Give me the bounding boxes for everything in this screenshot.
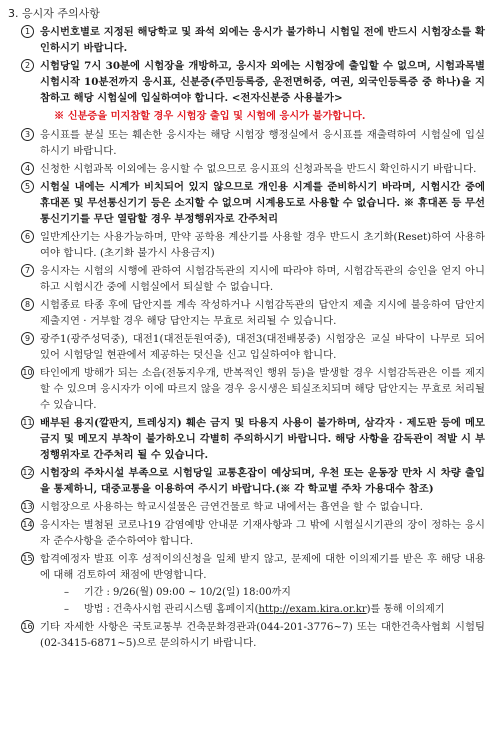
method-prefix: 방법 : 건축사시험 관리시스템 홈페이지(	[84, 604, 259, 615]
dash-bullet: –	[64, 587, 69, 598]
item-number: 11	[22, 418, 33, 427]
item-text: 합격예정자 발표 이후 성적이의신청을 일체 받지 않고, 문제에 대한 이의제기를 받은 후 해당 내용에 대해 검토하여 채점에 반영합니다.	[40, 553, 485, 581]
objection-period	[64, 585, 485, 601]
notice-item-8	[21, 297, 485, 329]
item-text: 시험장의 주차시설 부족으로 시험당일 교통혼잡이 예상되며, 우천 또는 운동장 만차 시 차량 출입을 통제하니, 대중교통을 이용하여 주시기 바랍니다.(※ 각 학교별 주차 가용대수 참조)	[40, 467, 485, 495]
id-required-warning: ※ 신분증을 미지참할 경우 시험장 출입 및 시험에 응시가 불가합니다.	[54, 110, 366, 122]
item-text: 시험실 내에는 시계가 비치되어 있지 않으므로 개인용 시계를 준비하시기 바라며, 시험시간 중에 휴대폰 및 무선통신기기 등은 소지할 수 없으며 시계용도로 사용할 수 없습니다. ※ 휴대폰 등 무선통신기기를 무단 열람할 경우 부정행위자로 간주처리	[40, 181, 485, 225]
notice-item-15	[21, 551, 485, 583]
notice-item-1	[21, 24, 485, 56]
exam-site-link[interactable]: http://exam.kira.or.kr	[258, 604, 367, 615]
item-number: 7	[21, 264, 34, 277]
item-text: 응시표를 분실 또는 훼손한 응시자는 해당 시험장 행정실에서 응시표를 재출력하여 시험실에 입실하시기 바랍니다.	[40, 129, 485, 157]
item-text: 시험장으로 사용하는 학교시설물은 금연건물로 학교 내에서는 흡연을 할 수 없습니다.	[40, 501, 424, 513]
item-number: 16	[22, 622, 33, 631]
item-text: 응시자는 별첨된 코로나19 감염예방 안내문 기재사항과 그 밖에 시험실시기관의 장이 정하는 응시자 준수사항을 준수하여야 합니다.	[40, 519, 485, 547]
item-number: 3	[21, 128, 34, 141]
item-number: 6	[21, 230, 34, 243]
notice-item-14	[21, 517, 485, 549]
notice-item-11	[21, 415, 485, 463]
notice-item-6	[21, 229, 485, 261]
item-text: 응시자는 시험의 시행에 관하여 시험감독관의 지시에 따라야 하며, 시험감독관의 승인을 얻지 아니하고 시험시간 중에 시험실에서 퇴실할 수 없습니다.	[40, 265, 485, 293]
notice-item-13	[21, 499, 485, 515]
item-text: 신청한 시험과목 이외에는 응시할 수 없으므로 응시표의 신청과목을 반드시 확인하시기 바랍니다.	[40, 163, 477, 175]
notice-item-7	[21, 263, 485, 295]
item-number: 2	[21, 59, 34, 72]
notice-item-9	[21, 331, 485, 363]
notice-item-2	[21, 58, 485, 106]
objection-method-text	[84, 602, 445, 618]
method-suffix: )를 통해 이의제기	[366, 604, 445, 615]
notice-item-10	[21, 365, 485, 413]
notice-item-3	[21, 127, 485, 159]
item-text: 일반계산기는 사용가능하며, 만약 공학용 계산기를 사용할 경우 반드시 초기화(Reset)하여 사용하여야 합니다. (초기화 불가시 사용금지)	[40, 231, 485, 259]
item-text: 시험당일 7시 30분에 시험장을 개방하고, 응시자 외에는 시험장에 출입할 수 없으며, 시험과목별 시험시작 10분전까지 응시표, 신분증(주민등록증, 운전면허증, 여권, 외국인등록증 중 하나)을 지참하고 해당 시험실에 입실하여야 합니다. <전자신분증 사용불가>	[40, 60, 485, 104]
item-text: 응시번호별로 지정된 해당학교 및 좌석 외에는 응시가 불가하니 시험일 전에 반드시 시험장소를 확인하시기 바랍니다.	[40, 26, 485, 54]
item-number: 12	[22, 468, 33, 477]
notice-item-16	[21, 619, 485, 651]
item-number: 14	[22, 520, 33, 529]
item-text: 시험종료 타종 후에 답안지를 계속 작성하거나 시험감독관의 답안지 제출 지시에 불응하여 답안지 제출지연 · 거부할 경우 해당 답안지는 무효로 처리될 수 있습니다.	[40, 299, 485, 327]
item-text: 기타 자세한 사항은 국토교통부 건축문화경관과(044-201-3776~7) 또는 대한건축사협회 시험팀(02-3415-6871~5)으로 문의하시기 바랍니다.	[40, 621, 485, 649]
objection-method	[64, 602, 485, 618]
item-text: 배부된 용지(깔판지, 트레싱지) 훼손 금지 및 타용지 사용이 불가하며, 삼각자 · 제도판 등에 메모 금지 및 메모지 부착이 불가하오니 각별히 주의하시기 바랍니다. 해당 사항을 감독관이 적발 시 부정행위자로 간주처리 될 수 있습니다.	[40, 417, 485, 461]
item-number: 13	[22, 502, 33, 511]
dash-bullet: –	[64, 604, 69, 615]
objection-period-text: 기간 : 9/26(월) 09:00 ~ 10/2(일) 18:00까지	[84, 587, 291, 598]
item-number: 1	[21, 25, 34, 38]
item-number: 10	[22, 368, 33, 377]
item-text: 광주1(광주성덕중), 대전1(대전둔원여중), 대전3(대전배봉중) 시험장은 교실 바닥이 나무로 되어 있어 시험당일 현관에서 제공하는 덧신을 신고 입실하여야 합니다.	[40, 333, 485, 361]
item-number: 8	[21, 298, 34, 311]
item-number: 9	[21, 332, 34, 345]
section-title: 3. 응시자 주의사항	[8, 7, 100, 20]
notice-item-12	[21, 465, 485, 497]
item-number: 15	[22, 554, 33, 563]
item-text: 타인에게 방해가 되는 소음(전동지우개, 반복적인 행위 등)을 발생할 경우 시험감독관은 이를 제지할 수 있으며 응시자가 이에 따르지 않을 경우 응시생은 퇴실조치되며 해당 답안지는 무효로 처리될 수 있습니다.	[40, 367, 485, 411]
item-number: 5	[21, 180, 34, 193]
notice-item-5	[21, 179, 485, 227]
notice-item-4	[21, 161, 485, 177]
item-number: 4	[21, 162, 34, 175]
